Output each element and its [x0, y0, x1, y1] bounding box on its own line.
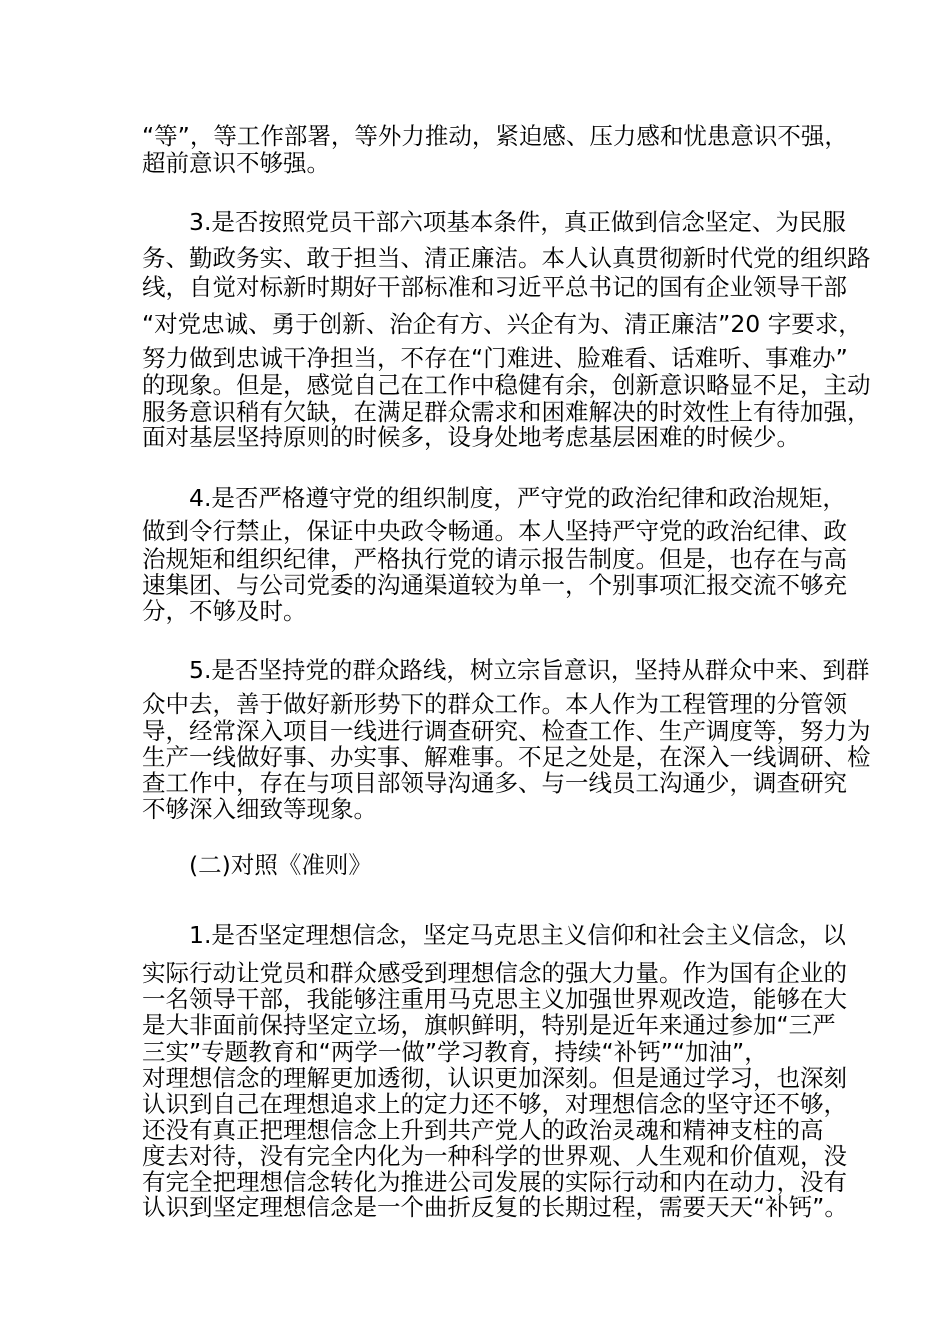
text-line: 众中去，善于做好新形势下的群众工作。本人作为工程管理的分管领: [142, 690, 847, 718]
text-line: 度去对待，没有完全内化为一种科学的世界观、人生观和价值观，没: [142, 1142, 847, 1170]
text-line: 一名领导干部，我能够注重用马克思主义加强世界观改造，能够在大: [142, 985, 847, 1013]
text-line: “等”，等工作部署，等外力推动，紧迫感、压力感和忧患意识不强，: [142, 122, 848, 150]
paragraph-first-line: 1.是否坚定理想信念，坚定马克思主义信仰和社会主义信念，以: [189, 921, 846, 949]
text-line: 努力做到忠诚干净担当，不存在“门难进、脸难看、话难听、事难办”: [142, 344, 848, 372]
text-line: 还没有真正把理想信念上升到共产党人的政治灵魂和精神支柱的高: [142, 1116, 824, 1144]
text-line: 速集团、与公司党委的沟通渠道较为单一，个别事项汇报交流不够充: [142, 571, 847, 599]
text-line: 认识到自己在理想追求上的定力还不够，对理想信念的坚守还不够，: [142, 1090, 847, 1118]
text-line: 三实”专题教育和“两学一做”学习教育，持续“补钙”“加油”，: [142, 1038, 768, 1066]
text-line: 有完全把理想信念转化为推进公司发展的实际行动和内在动力，没有: [142, 1168, 847, 1196]
text-line: 对理想信念的理解更加透彻，认识更加深刻。但是通过学习，也深刻: [142, 1064, 847, 1092]
text-line: 是大非面前保持坚定立场，旗帜鲜明，特别是近年来通过参加“三严: [142, 1011, 836, 1039]
text-line: 查工作中，存在与项目部领导沟通多、与一线员工沟通少，调查研究: [142, 769, 847, 797]
text-line: 分，不够及时。: [142, 597, 307, 625]
section-heading: (二)对照《准则》: [189, 851, 372, 879]
text-line: 线，自觉对标新时期好干部标准和习近平总书记的国有企业领导干部: [142, 273, 847, 301]
text-line: 导，经常深入项目一线进行调查研究、检查工作、生产调度等，努力为: [142, 717, 871, 745]
text-line: 超前意识不够强。: [142, 149, 330, 177]
text-line: 生产一线做好事、办实事、解难事。不足之处是，在深入一线调研、检: [142, 743, 871, 771]
text-line: “对党忠诚、勇于创新、治企有方、兴企有为、清正廉洁”20 字要求，: [142, 310, 862, 338]
text-line: 认识到坚定理想信念是一个曲折反复的长期过程，需要天天“补钙”。: [142, 1193, 848, 1221]
paragraph-first-line: 5.是否坚持党的群众路线，树立宗旨意识，坚持从群众中来、到群: [189, 656, 870, 684]
paragraph-first-line: 3.是否按照党员干部六项基本条件，真正做到信念坚定、为民服: [189, 208, 846, 236]
text-line: 务、勤政务实、敢于担当、清正廉洁。本人认真贯彻新时代党的组织路: [142, 244, 871, 272]
text-line: 不够深入细致等现象。: [142, 795, 377, 823]
text-line: 做到令行禁止，保证中央政令畅通。本人坚持严守党的政治纪律、政: [142, 517, 847, 545]
text-line: 面对基层坚持原则的时候多，设身处地考虑基层困难的时候少。: [142, 423, 800, 451]
text-line: 的现象。但是，感觉自己在工作中稳健有余，创新意识略显不足，主动: [142, 371, 871, 399]
text-line: 实际行动让党员和群众感受到理想信念的强大力量。作为国有企业的: [142, 959, 847, 987]
text-line: 服务意识稍有欠缺，在满足群众需求和困难解决的时效性上有待加强，: [142, 398, 871, 426]
text-line: 治规矩和组织纪律，严格执行党的请示报告制度。但是，也存在与高: [142, 545, 847, 573]
paragraph-first-line: 4.是否严格遵守党的组织制度，严守党的政治纪律和政治规矩，: [189, 484, 846, 512]
